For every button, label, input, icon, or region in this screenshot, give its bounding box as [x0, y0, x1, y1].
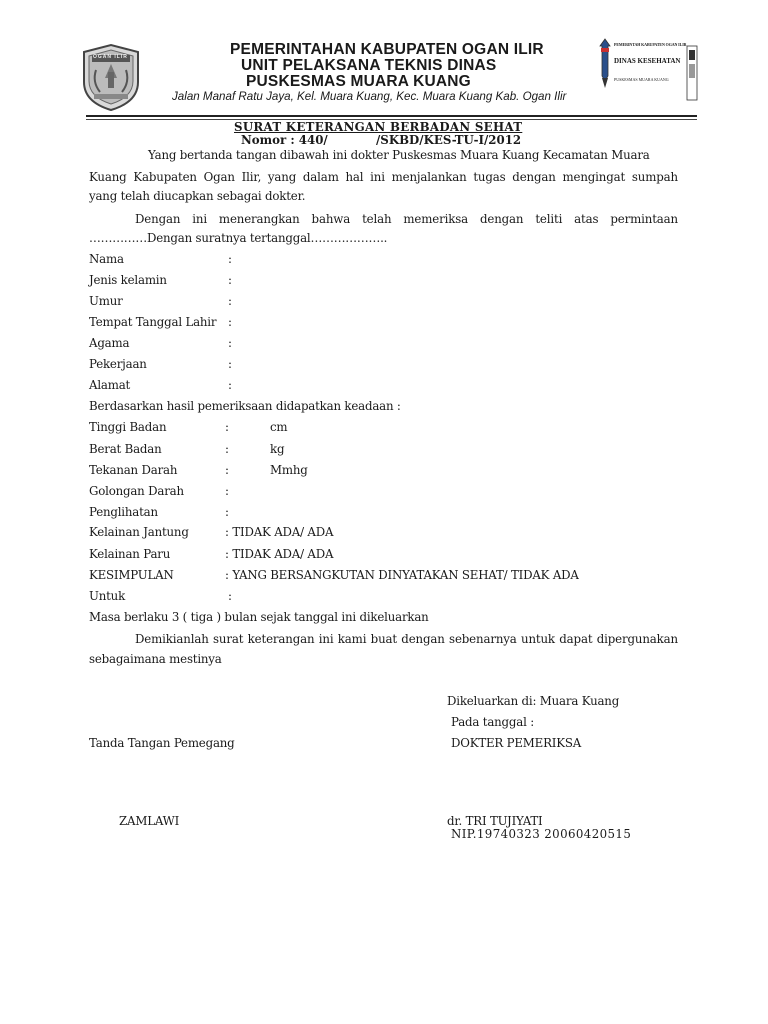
paragraph-1-line-3: yang telah diucapkan sebagai dokter.: [89, 189, 306, 203]
paragraph-2-line-2: ……………Dengan suratnya tertanggal………………..: [89, 231, 388, 245]
doctor-signature-label: DOKTER PEMERIKSA: [451, 736, 582, 750]
field-colon: :: [228, 357, 232, 371]
closing-line-2: sebagaimana mestinya: [89, 652, 222, 666]
validity-statement: Masa berlaku 3 ( tiga ) bulan sejak tanggal ini dikeluarkan: [89, 610, 429, 624]
field-colon: :: [225, 484, 229, 498]
field-label: Jenis kelamin: [89, 273, 167, 287]
ogan-ilir-emblem-icon: [80, 42, 142, 112]
holder-name: ZAMLAWI: [119, 814, 180, 828]
letterhead-rule-thick: [86, 115, 697, 117]
field-value: : TIDAK ADA/ ADA: [225, 525, 334, 539]
paragraph-2-line-1: Dengan ini menerangkan bahwa telah memeriksa dengan teliti atas permintaan: [135, 212, 678, 226]
right-logo-line-1: PEMERINTAH KABUPATEN OGAN ILIR: [614, 42, 687, 47]
field-label: KESIMPULAN: [89, 568, 174, 582]
paragraph-1-line-1: Yang bertanda tangan dibawah ini dokter Puskesmas Muara Kuang Kecamatan Muara: [148, 148, 650, 162]
paragraph-1-line-2: Kuang Kabupaten Ogan Ilir, yang dalam hal ini menjalankan tugas dengan mengingat sumpah: [89, 170, 678, 184]
right-small-badge-icon: [686, 44, 698, 102]
field-label: Umur: [89, 294, 123, 308]
field-value: :: [228, 589, 232, 603]
exam-intro: Berdasarkan hasil pemeriksaan didapatkan keadaan :: [89, 399, 401, 413]
field-unit: kg: [270, 442, 285, 456]
field-label: Kelainan Paru: [89, 547, 171, 561]
field-colon: :: [225, 505, 229, 519]
field-colon: :: [225, 442, 229, 456]
right-logo-text-block: [614, 42, 686, 82]
field-label: Untuk: [89, 589, 126, 603]
document-title: SURAT KETERANGAN BERBADAN SEHAT: [234, 120, 523, 134]
nomor-prefix: Nomor : 440/: [241, 133, 328, 147]
field-colon: :: [225, 463, 229, 477]
field-label: Agama: [89, 336, 130, 350]
field-value: : TIDAK ADA/ ADA: [225, 547, 334, 561]
field-unit: cm: [270, 420, 288, 434]
field-label: Tempat Tanggal Lahir: [89, 315, 217, 329]
field-label: Tekanan Darah: [89, 463, 178, 477]
issued-date: Pada tanggal :: [451, 715, 534, 729]
holder-signature-label: Tanda Tangan Pemegang: [89, 736, 235, 750]
field-label: Golongan Darah: [89, 484, 184, 498]
field-label: Alamat: [89, 378, 131, 392]
left-logo-text: OGAN ILIR: [93, 54, 128, 60]
field-value: : YANG BERSANGKUTAN DINYATAKAN SEHAT/ TIDAK ADA: [225, 568, 579, 582]
field-label: Berat Badan: [89, 442, 162, 456]
field-colon: :: [228, 315, 232, 329]
header-line-3: PUSKESMAS MUARA KUANG: [246, 73, 471, 90]
field-colon: :: [228, 294, 232, 308]
field-label: Pekerjaan: [89, 357, 147, 371]
header-line-1: PEMERINTAHAN KABUPATEN OGAN ILIR: [230, 41, 544, 58]
field-colon: :: [228, 378, 232, 392]
field-label: Kelainan Jantung: [89, 525, 189, 539]
closing-line-1: Demikianlah surat keterangan ini kami buat dengan sebenarnya untuk dapat dipergunakan: [135, 632, 678, 646]
field-unit: Mmhg: [270, 463, 308, 477]
nomor-suffix: /SKBD/KES-TU-I/2012: [376, 133, 522, 147]
header-address: Jalan Manaf Ratu Jaya, Kel. Muara Kuang, Kec. Muara Kuang Kab. Ogan Ilir: [172, 90, 567, 103]
field-label: Tinggi Badan: [89, 420, 167, 434]
field-label: Nama: [89, 252, 124, 266]
header-line-2: UNIT PELAKSANA TEKNIS DINAS: [241, 57, 497, 74]
field-colon: :: [228, 252, 232, 266]
doctor-name: dr. TRI TUJIYATI: [447, 814, 543, 828]
field-colon: :: [228, 336, 232, 350]
right-logo-line-3: PUSKESMAS MUARA KUANG: [614, 77, 669, 82]
field-label: Penglihatan: [89, 505, 158, 519]
doctor-nip: NIP.19740323 20060420515: [451, 827, 632, 841]
health-office-emblem-icon: [598, 38, 612, 90]
field-colon: :: [225, 420, 229, 434]
issued-place: Dikeluarkan di: Muara Kuang: [447, 694, 620, 708]
right-logo-line-2: DINAS KESEHATAN: [614, 57, 681, 65]
field-colon: :: [228, 273, 232, 287]
